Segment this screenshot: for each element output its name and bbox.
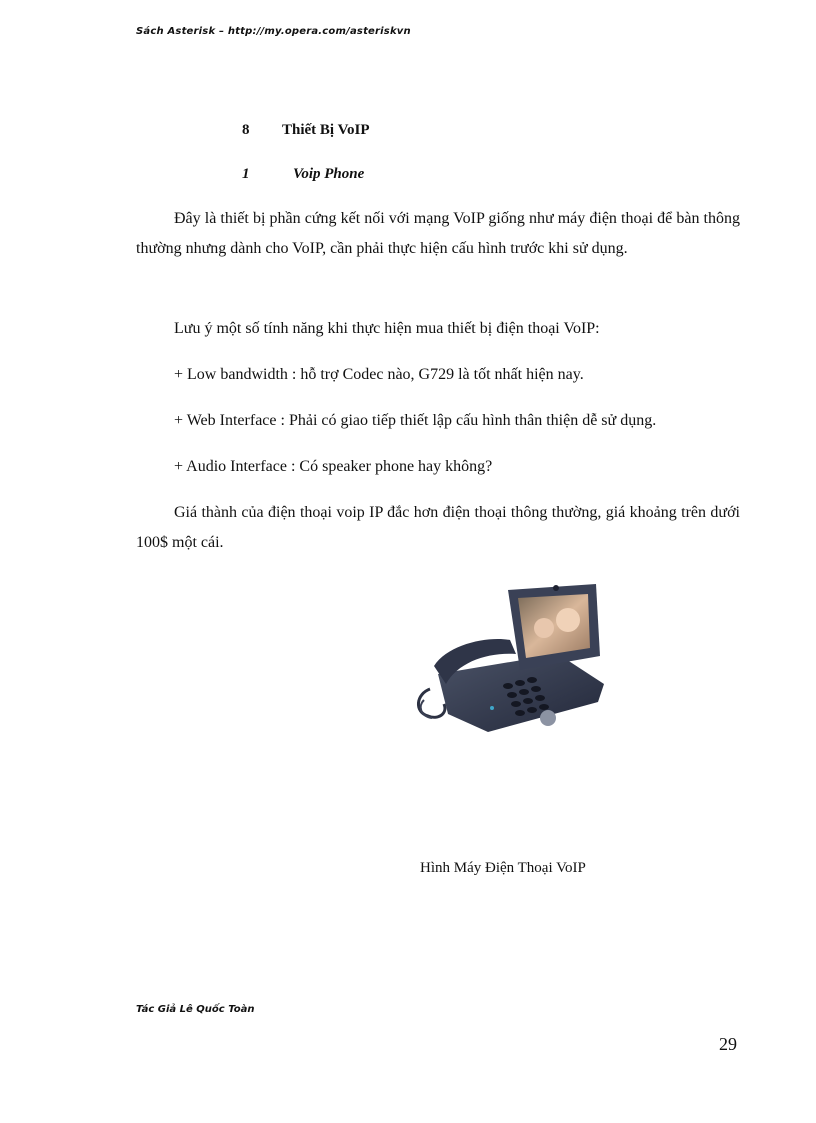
bullet-web-interface: + Web Interface : Phải có giao tiếp thiết lập cấu hình thân thiện dễ sử dụng. [174, 412, 657, 429]
figure-caption: Hình Máy Điện Thoại VoIP [420, 860, 586, 876]
subsection-number: 1 [242, 166, 250, 182]
subsection-heading [242, 166, 364, 183]
voip-phone-icon [408, 574, 608, 732]
paragraph-price: Giá thành của điện thoại voip IP đắc hơn điện thoại thông thường, giá khoảng trên dưới 100$ một cái. [136, 504, 740, 551]
running-footer-author: Tác Giả Lê Quốc Toàn [136, 1004, 255, 1015]
section-number: 8 [242, 122, 250, 138]
bullet-audio-interface: + Audio Interface : Có speaker phone hay không? [174, 458, 493, 475]
paragraph-intro: Đây là thiết bị phần cứng kết nối với mạng VoIP giống như máy điện thoại để bàn thông thường nhưng dành cho VoIP, cần phải thực hiện cấu hình trước khi sử dụng. [136, 210, 740, 257]
page-number: 29 [719, 1034, 737, 1054]
running-header: Sách Asterisk – http://my.opera.com/asteriskvn [136, 26, 411, 37]
bullet-low-bandwidth: + Low bandwidth : hỗ trợ Codec nào, G729 là tốt nhất hiện nay. [174, 366, 584, 383]
paragraph-note: Lưu ý một số tính năng khi thực hiện mua thiết bị điện thoại VoIP: [174, 320, 600, 337]
voip-phone-photo [408, 574, 608, 732]
subsection-title: Voip Phone [293, 166, 365, 182]
section-title: Thiết Bị VoIP [282, 122, 370, 138]
section-heading [242, 122, 370, 139]
